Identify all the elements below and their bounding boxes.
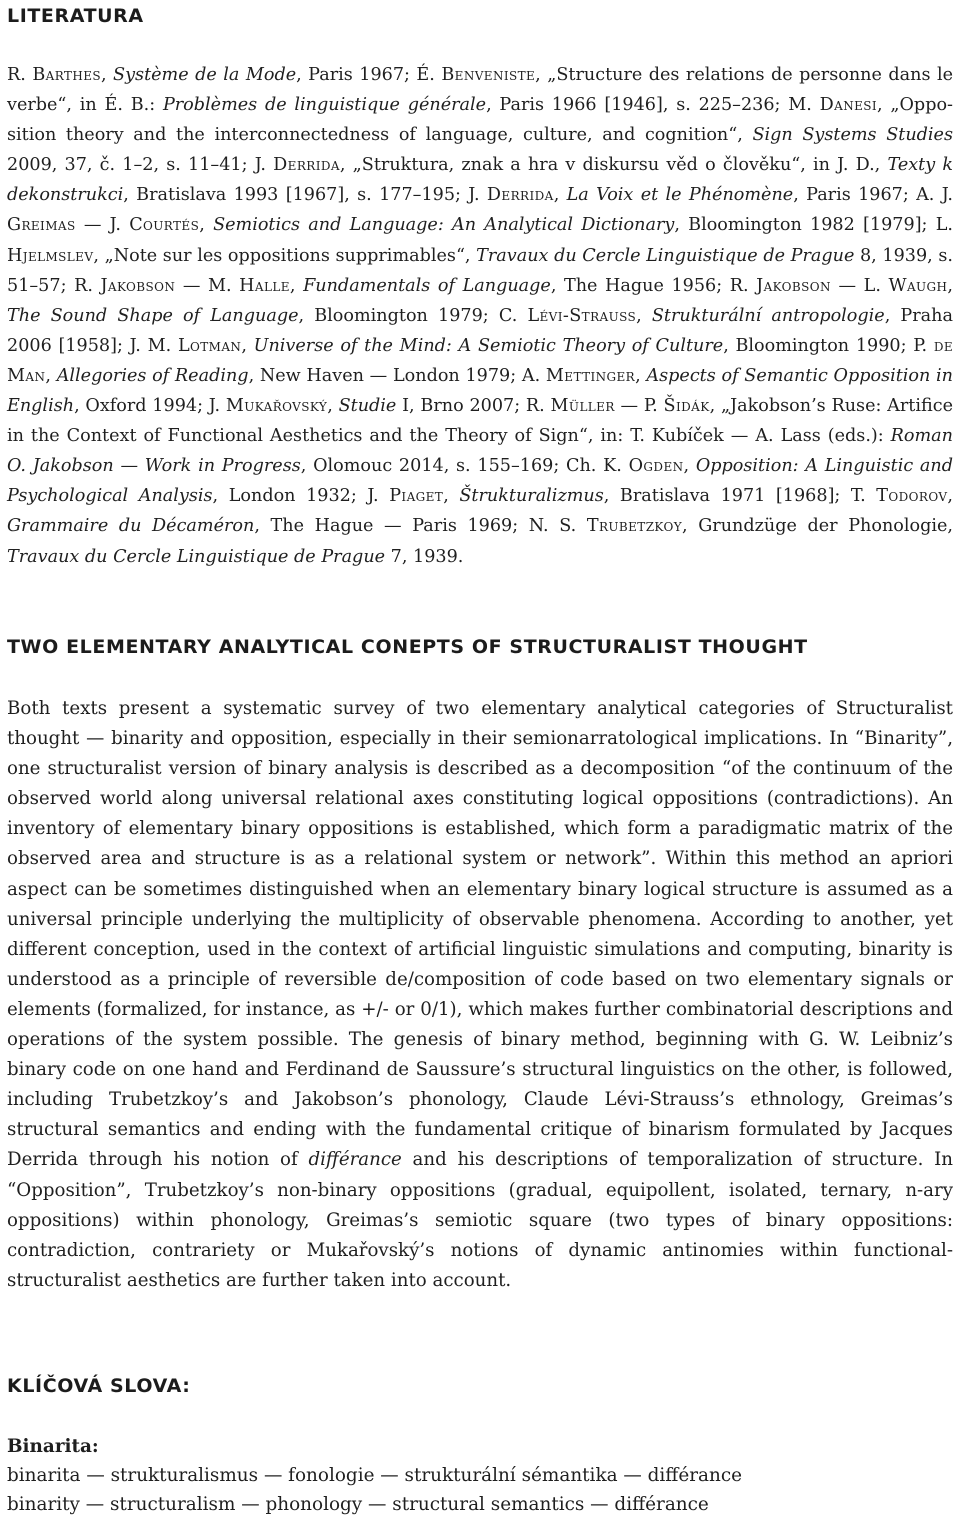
- italic-title: Fundamentals of Language: [303, 275, 551, 296]
- section-heading: TWO ELEMENTARY ANALYTICAL CONEPTS OF STRUCTURALIST THOUGHT: [7, 636, 808, 658]
- author-name: de Man: [7, 335, 954, 386]
- text-run: ,: [947, 486, 954, 507]
- author-name: Derrida: [486, 185, 554, 206]
- text-run: — P.: [614, 396, 664, 417]
- author-name: Piaget: [389, 486, 444, 507]
- text-run: , Olomouc 2014, s. 155–169; Ch. K.: [300, 456, 629, 477]
- text-run: ,: [327, 396, 339, 417]
- text-run: ,: [45, 365, 57, 386]
- italic-title: Aspects of Semantic Opposition in English: [7, 365, 954, 417]
- author-name: Courtés: [129, 215, 200, 236]
- italic-title: La Voix et le Phénomène: [566, 185, 794, 206]
- text-run: 2009, 37, č. 1–2, s. 11–41; J.: [7, 155, 274, 176]
- text-run: , „Struktura, znak a hra v diskursu věd o člověku“, in J. D.,: [339, 155, 888, 176]
- italic-title: Studie: [338, 396, 397, 417]
- text-run: , „Structure des relations de personne dans le verbe“, in É. B.:: [7, 65, 953, 116]
- text-run: , Grundzüge der Phonologie,: [682, 516, 953, 537]
- keywords-heading: KLÍČOVÁ SLOVA:: [7, 1375, 191, 1397]
- author-name: Greimas: [7, 215, 76, 236]
- keywords-english: binarity — structuralism — phonology — structural semantics — différance: [7, 1494, 709, 1515]
- text-run: , „Jakobson’s Ruse: Artifice in the Context of Functional Aesthetics and the Theory of Sign“, in: T. Kubíček — A. Lass (eds.):: [7, 396, 953, 447]
- keywords-czech: binarita — strukturalismus — fonologie — strukturální sémantika — différance: [7, 1465, 743, 1486]
- text-run: 7, 1939.: [385, 546, 464, 567]
- text-run: , Bloomington 1990; P.: [723, 335, 934, 356]
- author-name: Ogden: [628, 456, 684, 477]
- italic-title: Texty k dekonstrukci: [7, 155, 953, 206]
- text-run: ,: [683, 456, 696, 477]
- italic-title: The Sound Shape of Language: [7, 305, 299, 326]
- author-name: Derrida: [273, 155, 340, 176]
- text-run: ,: [635, 365, 647, 386]
- author-name: Lévi-Strauss: [527, 305, 637, 326]
- keywords-block: [7, 1432, 953, 1519]
- italic-title: Sign Systems Studies: [752, 125, 953, 146]
- text-run: , Bloomington 1979; C.: [298, 305, 528, 326]
- text-run: ,: [199, 215, 214, 236]
- text-run: — J.: [75, 215, 130, 236]
- bibliography-paragraph: [7, 60, 953, 572]
- italic-title: Strukturální antropologie: [651, 305, 885, 326]
- italic-title: Travaux du Cercle Linguistique de Prague: [476, 245, 855, 266]
- text-run: , Oxford 1994; J.: [74, 396, 226, 417]
- author-name: Mettinger: [545, 365, 636, 386]
- author-name: Barthes: [32, 65, 101, 85]
- text-run: 8, 1939, s. 51–57; R.: [7, 245, 953, 296]
- italic-title: Système de la Mode: [113, 65, 297, 85]
- text-run: I, Brno 2007; R.: [396, 396, 551, 417]
- abstract-paragraph: [7, 694, 953, 1296]
- author-name: Jakobson: [756, 275, 831, 296]
- author-name: Waugh: [888, 275, 948, 296]
- author-name: Hjelmslev: [7, 245, 94, 266]
- italic-title: Opposition: A Linguistic and Psychological Analysis: [7, 456, 954, 507]
- keywords-title: Binarita:: [7, 1436, 99, 1457]
- text-run: , „Note sur les oppositions supprimables“,: [93, 245, 477, 266]
- author-name: Todorov: [876, 486, 948, 507]
- literatura-heading: LITERATURA: [7, 5, 144, 27]
- text-run: , London 1932; J.: [212, 486, 390, 507]
- text-run: , The Hague — Paris 1969; N. S.: [254, 516, 587, 537]
- text-run: ,: [553, 185, 567, 206]
- italic-title: Allegories of Reading: [56, 365, 249, 386]
- text-run: ,: [947, 275, 953, 296]
- text-run: , New Haven — London 1979; A.: [248, 365, 546, 386]
- author-name: Lotman: [177, 335, 242, 356]
- italic-title: Grammaire du Décaméron: [7, 516, 255, 537]
- text-run: , Paris 1967; A. J.: [793, 185, 954, 206]
- text-run: , „Opposition theory and the interconnectedness of language, culture, and cognition“,: [7, 95, 953, 146]
- text-run: , Paris 1967; É.: [296, 65, 442, 85]
- text-run: — M.: [175, 275, 240, 296]
- text-run: ,: [100, 65, 114, 85]
- text-run: Both texts present a systematic survey of two elementary analytical categories of Structuralist thought — binarity and opposition, especially in their semionarratological implications. In “Binarity”, one structuralist version of binary analysis is described as a decomposition “of the continuum of the observed world along universal relational axes constituting logical oppositions (contradictions). An inventory of elementary binary oppositions is established, which form a paradigmatic matrix of the observed area and structure is as a relational system or network”. Within this method an apriori aspect can be sometimes distinguished when an elementary binary logical structure is assumed as a universal principle underlying the multiplicity of observable phenomena. According to another, yet different conception, used in the context of artificial linguistic simulations and computing, binarity is understood as a principle of reversible de/composition of code based on two elementary signals or elements (formalized, for instance, as +/- or 0/1), which makes further combinatorial descriptions and operations of the system possible. The genesis of binary method, beginning with G. W. Leibniz’s binary code on one hand and Ferdinand de Saussure’s structural linguistics on the other, is followed, including Trubetzkoy’s and Jakobson’s phonology, Claude Lévi-Strauss’s ethnology, Greimas’s structural semantics and ending with the fundamental critique of binarism formulated by Jacques Derrida through his notion of: [7, 698, 953, 1171]
- italic-title: Problèmes de linguistique générale: [162, 95, 487, 116]
- author-name: Halle: [239, 275, 290, 296]
- author-name: Müller: [550, 396, 615, 417]
- italic-title: Travaux du Cercle Linguistique de Prague: [7, 546, 386, 567]
- italic-title: différance: [308, 1149, 402, 1171]
- text-run: , Praha 2006 [1958]; J. M.: [7, 305, 953, 356]
- text-run: ,: [636, 305, 652, 326]
- italic-title: Štrukturalizmus: [459, 486, 604, 507]
- text-run: ,: [289, 275, 304, 296]
- author-name: Mukařovský: [225, 396, 328, 417]
- text-run: , Paris 1966 [1946], s. 225–236; M.: [486, 95, 820, 116]
- italic-title: Roman O. Jakobson — Work in Progress: [7, 426, 953, 477]
- text-run: , Bratislava 1993 [1967], s. 177–195; J.: [123, 185, 487, 206]
- author-name: Danesi: [819, 95, 878, 116]
- text-run: , The Hague 1956; R.: [550, 275, 757, 296]
- author-name: Jakobson: [100, 275, 176, 296]
- text-run: , Bratislava 1971 [1968]; T.: [603, 486, 877, 507]
- italic-title: Semiotics and Language: An Analytical Dictionary: [213, 215, 675, 236]
- text-run: ,: [241, 335, 254, 356]
- author-name: Trubetzkoy: [586, 516, 683, 537]
- text-run: — L.: [830, 275, 889, 296]
- text-run: ,: [443, 486, 460, 507]
- text-run: and his descriptions of temporalization of structure. In “Opposition”, Trubetzkoy’s non-binary oppositions (gradual, equipollent, isolated, ternary, n-ary oppositions) within phonology, Greimas’s semiotic square (two types of binary oppositions: contradiction, contrariety or Mukařovský’s notions of dynamic antinomies within functional-structuralist aesthetics are further taken into account.: [7, 1149, 953, 1291]
- author-name: Šidák: [663, 396, 710, 417]
- text-run: , Bloomington 1982 [1979]; L.: [674, 215, 954, 236]
- italic-title: Universe of the Mind: A Semiotic Theory of Culture: [253, 335, 724, 356]
- text-run: R.: [7, 65, 33, 85]
- author-name: Benveniste: [441, 65, 536, 85]
